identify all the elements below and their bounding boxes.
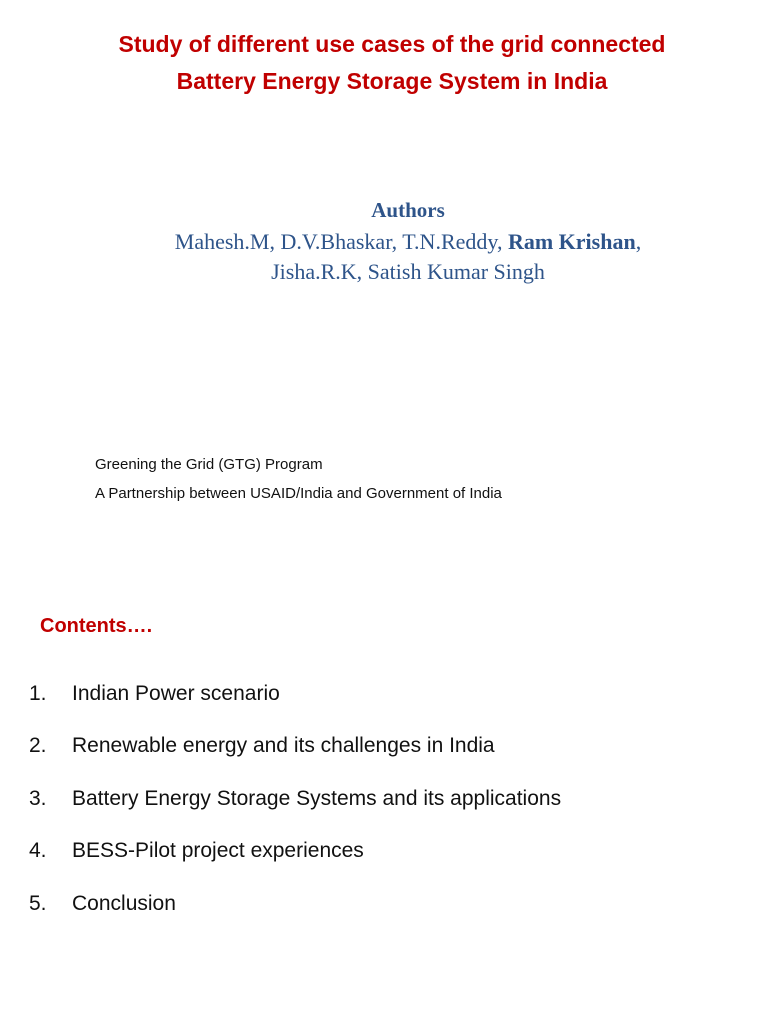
program-name: Greening the Grid (GTG) Program [95, 456, 323, 473]
authors-comma: , [635, 229, 642, 254]
program-partnership: A Partnership between USAID/India and Government of India [95, 485, 502, 502]
authors-names-1: Mahesh.M, D.V.Bhaskar, T.N.Reddy, [174, 229, 508, 254]
document-title [0, 26, 768, 100]
authors-heading: Authors [371, 198, 445, 222]
contents-item-number: 5. [29, 891, 47, 915]
authors-line-2: Jisha.R.K, Satish Kumar Singh [271, 259, 545, 284]
contents-item-number: 2. [29, 734, 47, 758]
program-info [95, 450, 502, 508]
contents-item-text: Renewable energy and its challenges in India [72, 734, 495, 758]
contents-item-text: Indian Power scenario [72, 682, 280, 705]
contents-item-number: 4. [29, 839, 47, 863]
contents-item-text: Conclusion [72, 891, 176, 915]
contents-heading: Contents…. [40, 615, 153, 637]
title-line-2: Battery Energy Storage System in India [176, 68, 608, 94]
contents-item-text: Battery Energy Storage Systems and its applications [72, 786, 562, 810]
contents-item-text: BESS-Pilot project experiences [72, 839, 364, 863]
author-highlighted: Ram Krishan [507, 229, 636, 254]
authors-line-1 [0, 227, 768, 257]
contents-item-number: 1. [29, 682, 47, 705]
title-line-1: Study of different use cases of the grid connected [118, 31, 666, 57]
contents-item-number: 3. [29, 786, 47, 810]
